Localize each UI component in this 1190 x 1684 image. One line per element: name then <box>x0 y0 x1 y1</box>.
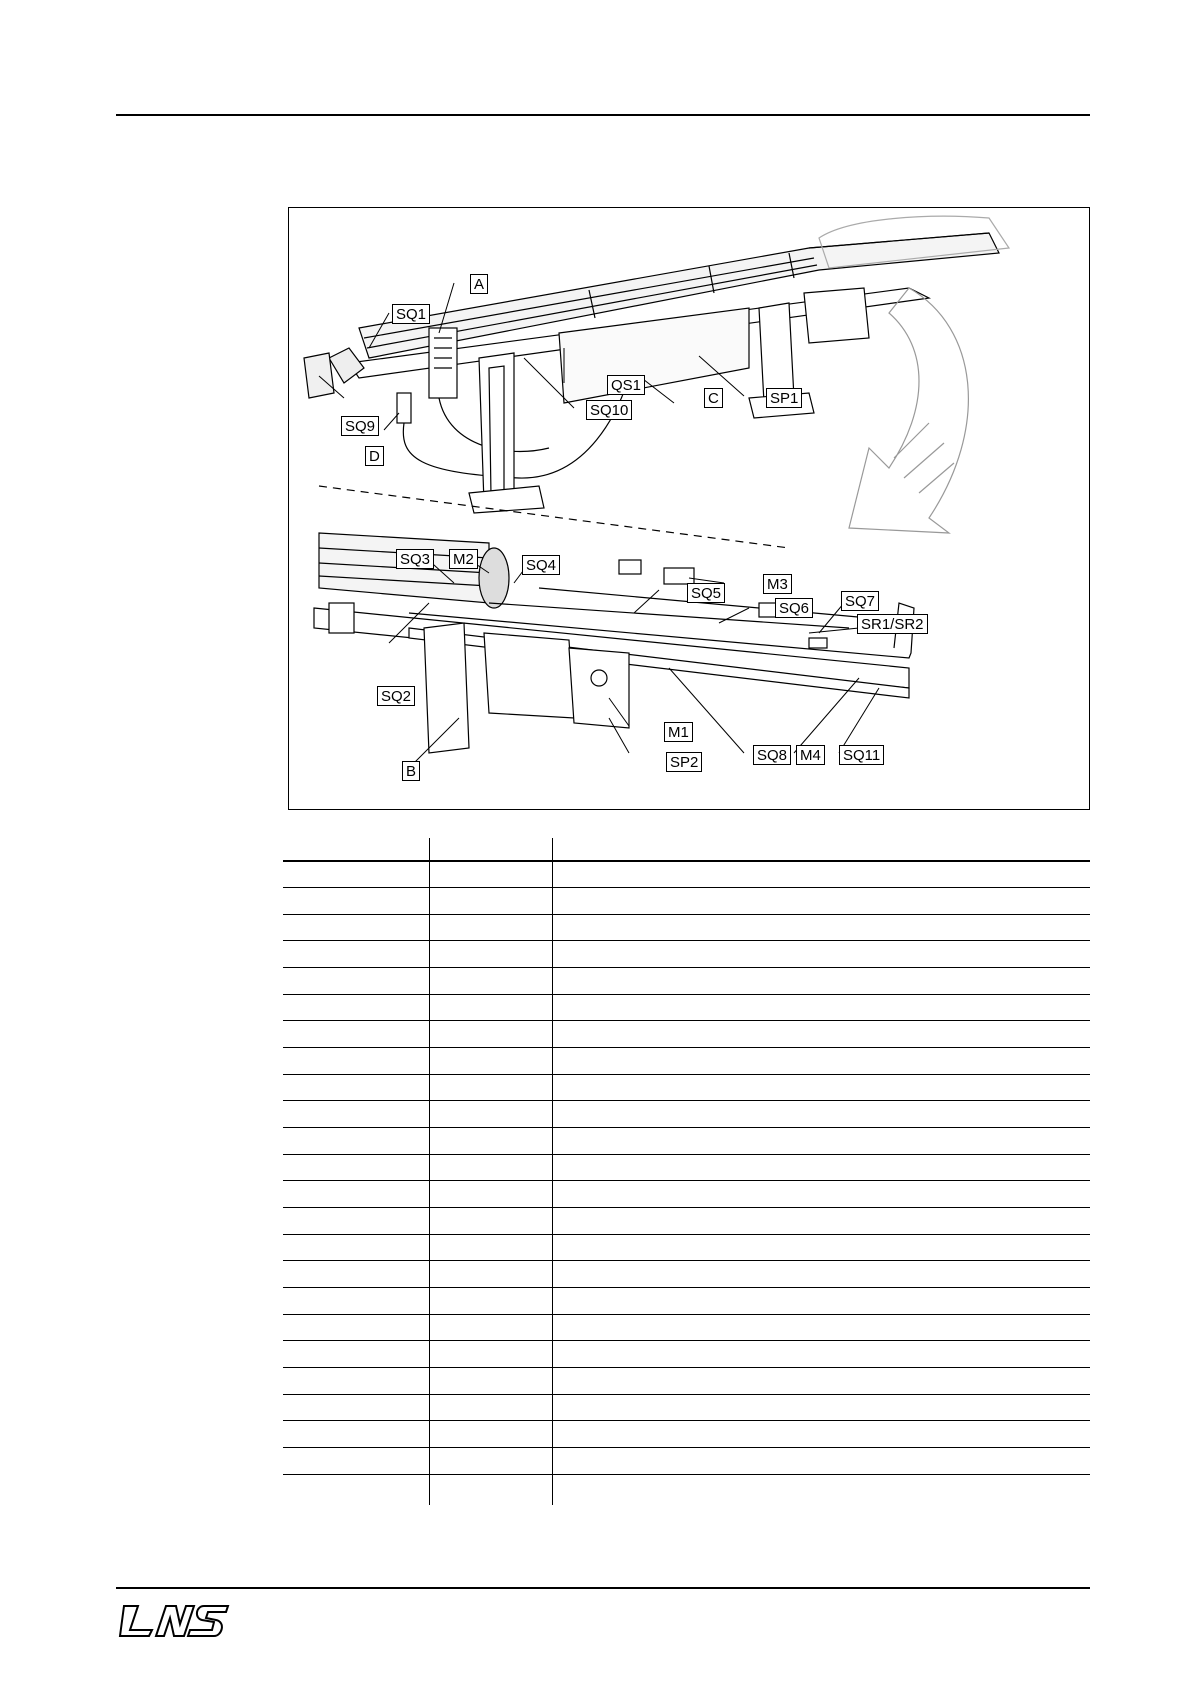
callout-a: A <box>470 274 488 294</box>
table-row <box>283 967 1090 968</box>
callout-sp2: SP2 <box>666 752 702 772</box>
callout-m4: M4 <box>796 745 825 765</box>
callout-sq2: SQ2 <box>377 686 415 706</box>
table-row <box>283 1047 1090 1048</box>
parts-table <box>283 838 1090 1505</box>
callout-sq6: SQ6 <box>775 598 813 618</box>
callout-b: B <box>402 761 420 781</box>
table-row <box>283 1314 1090 1315</box>
callout-sq11: SQ11 <box>839 745 884 765</box>
table-row <box>283 1474 1090 1475</box>
callout-sp1: SP1 <box>766 388 802 408</box>
column-divider <box>552 838 553 1505</box>
table-row <box>283 914 1090 915</box>
callout-sr1-sr2: SR1/SR2 <box>857 614 928 634</box>
table-row <box>283 1074 1090 1075</box>
callout-sq1: SQ1 <box>392 304 430 324</box>
table-row <box>283 1367 1090 1368</box>
machine-figure <box>288 207 1090 810</box>
table-row <box>283 1340 1090 1341</box>
header-rule <box>116 114 1090 116</box>
table-row <box>283 1207 1090 1208</box>
callout-m2: M2 <box>449 549 478 569</box>
table-row <box>283 1260 1090 1261</box>
callout-sq10: SQ10 <box>586 400 632 420</box>
table-row <box>283 1234 1090 1235</box>
callout-m1: M1 <box>664 722 693 742</box>
table-row <box>283 1394 1090 1395</box>
table-row <box>283 1420 1090 1421</box>
callout-sq9: SQ9 <box>341 416 379 436</box>
table-row <box>283 994 1090 995</box>
table-row <box>283 1287 1090 1288</box>
table-row <box>283 1180 1090 1181</box>
callout-sq3: SQ3 <box>396 549 434 569</box>
footer-rule <box>116 1587 1090 1589</box>
callout-sq8: SQ8 <box>753 745 791 765</box>
callout-sq4: SQ4 <box>522 555 560 575</box>
callout-qs1: QS1 <box>607 375 645 395</box>
callout-c: C <box>704 388 723 408</box>
column-divider <box>429 838 430 1505</box>
callout-sq7: SQ7 <box>841 591 879 611</box>
machine-drawing <box>289 208 1089 809</box>
table-row <box>283 1100 1090 1101</box>
callout-d: D <box>365 446 384 466</box>
callout-m3: M3 <box>763 574 792 594</box>
table-row <box>283 1154 1090 1155</box>
table-row <box>283 1127 1090 1128</box>
table-row <box>283 887 1090 888</box>
table-header-rule <box>283 860 1090 862</box>
table-row <box>283 1020 1090 1021</box>
callout-sq5: SQ5 <box>687 583 725 603</box>
table-row <box>283 940 1090 941</box>
table-row <box>283 1447 1090 1448</box>
lns-logo <box>118 1598 230 1640</box>
